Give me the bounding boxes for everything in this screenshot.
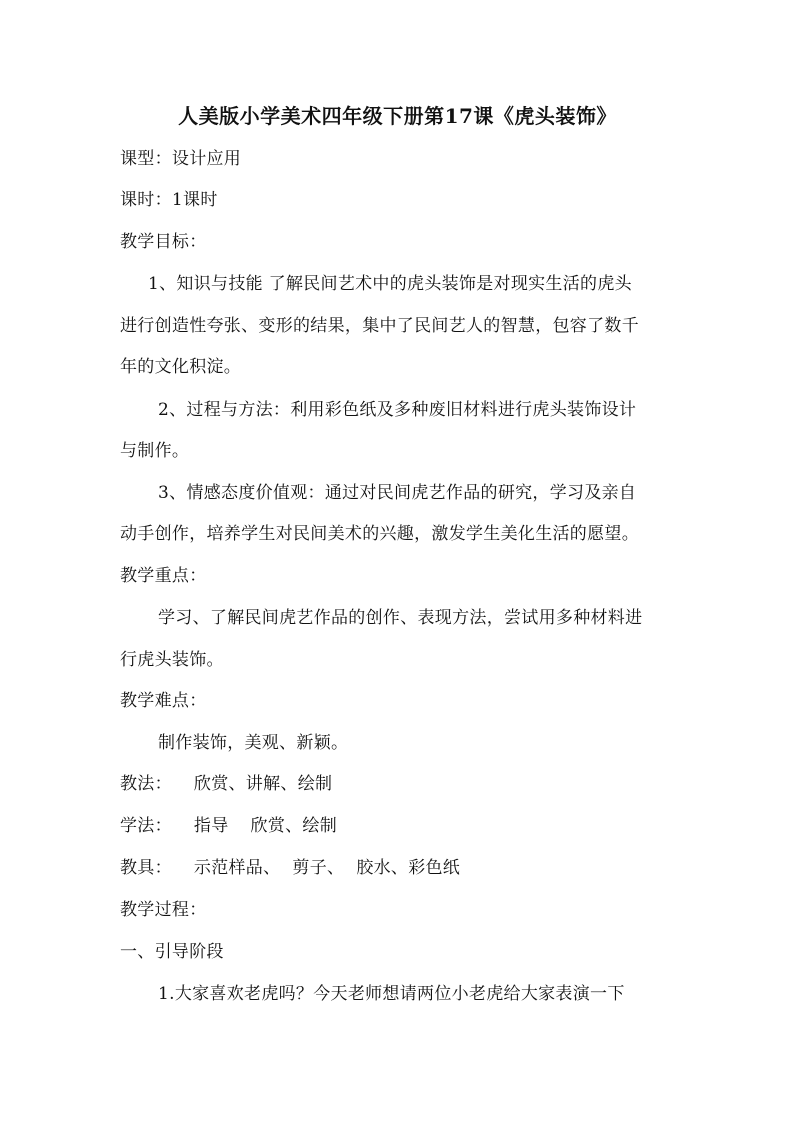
document-title: 人美版小学美术四年级下册第17课《虎头装饰》	[178, 104, 617, 128]
process-heading: 教学过程：	[120, 900, 207, 920]
difficulty-heading: 教学难点：	[120, 691, 207, 711]
tools-row	[120, 855, 680, 881]
objective-2-line-1: 2、过程与方法：利用彩色纸及多种废旧材料进行虎头装饰设计	[158, 400, 637, 420]
objective-1-line-1: 1、知识与技能 了解民间艺术中的虎头装饰是对现实生活的虎头	[148, 274, 632, 294]
tools-item-2: 剪子、	[292, 858, 345, 878]
learning-method-value-1: 指导	[193, 816, 229, 836]
lesson-type: 课型：设计应用	[120, 149, 242, 169]
objectives-heading: 教学目标：	[120, 232, 207, 252]
objective-3-line-2: 动手创作，培养学生对民间美术的兴趣，激发学生美化生活的愿望。	[120, 524, 639, 544]
objective-1-line-2: 进行创造性夸张、变形的结果，集中了民间艺人的智慧，包容了数千	[120, 316, 639, 336]
key-points-heading: 教学重点：	[120, 566, 207, 586]
objective-3-line-1: 3、情感态度价值观：通过对民间虎艺作品的研究，学习及亲自	[158, 483, 637, 503]
learning-method-label: 学法：	[120, 816, 172, 836]
objective-2-line-2: 与制作。	[120, 441, 190, 461]
difficulty-text: 制作装饰，美观、新颖。	[158, 733, 349, 753]
key-points-line-1: 学习、了解民间虎艺作品的创作、表现方法，尝试用多种材料进	[158, 608, 643, 628]
tools-item-3: 胶水、彩色纸	[356, 858, 461, 878]
lesson-hours: 课时：1课时	[120, 190, 218, 210]
teaching-method-row	[120, 771, 680, 797]
stage-1-heading: 一、引导阶段	[120, 942, 224, 962]
tools-label: 教具：	[120, 858, 172, 878]
stage-1-item-1: 1.大家喜欢老虎吗？今天老师想请两位小老虎给大家表演一下	[158, 984, 625, 1004]
learning-method-value-2: 欣赏、绘制	[250, 816, 338, 836]
objective-1-line-3: 年的文化积淀。	[120, 357, 242, 377]
learning-method-row	[120, 813, 680, 839]
teaching-method-label: 教法：	[120, 774, 172, 794]
teaching-method-value: 欣赏、讲解、绘制	[193, 774, 333, 794]
key-points-line-2: 行虎头装饰。	[120, 650, 224, 670]
tools-item-1: 示范样品、	[193, 858, 281, 878]
